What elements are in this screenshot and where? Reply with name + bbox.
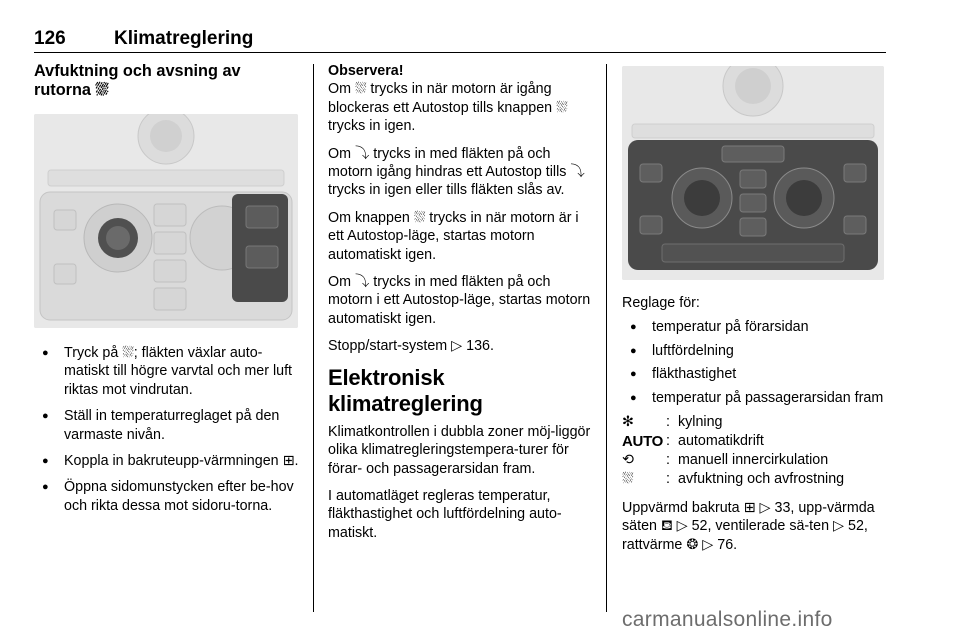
note-paragraph: Om knappen ⛆ trycks in när motorn är i ett Autostop-läge, startas motorn automatiskt igen. [328,209,579,263]
closing-paragraph: Uppvärmd bakruta ⊞ ▷ 33, upp-värmda säten ⛾ ▷ 52, ventilerade sä-ten ▷ 52, rattvärme ❂ ▷ 76. [622,500,875,553]
legend-desc: manuell innercirkulation [678,452,829,469]
auto-label: AUTO [622,433,664,451]
controls-list [622,318,886,407]
legend-colon: : [666,471,670,488]
legend-row [622,451,886,470]
note-paragraph: Om ⤵ trycks in med fläkten på och motorn igång hindras ett Autostop tills ⤵ trycks in igen eller tills fläkten slås av. [328,145,585,199]
legend-colon: : [666,452,670,469]
legend-desc: kylning [678,414,723,431]
legend-desc: automatikdrift [678,433,764,450]
defrost-icon: ⛆ [622,471,634,488]
climate-panel-image-1 [34,114,298,328]
body-paragraph: Klimatkontrollen i dubbla zoner möj-liggör olika klimatregleringstempera-turer för förar- och passagerarsidan fram. [328,423,591,477]
list-item: ● Tryck på ⛆; fläkten växlar auto-matiskt till högre varvtal och mer luft riktas mot vindrutan. [34,344,300,399]
list-item: ● fläkthastighet [622,365,886,383]
cooling-icon: ✻ [622,414,634,431]
climate-panel-illustration-2 [622,66,884,280]
chapter-title: Klimatreglering [114,28,254,49]
legend-row [622,413,886,432]
page-header [34,28,886,52]
body-paragraph: I automatläget regleras temperatur, fläkthastighet och luftfördelning auto-matiskt. [328,487,562,541]
list-item: ● Öppna sidomunstycken efter be-hov och rikta dessa mot sidoru-torna. [34,478,300,515]
climate-panel-illustration-1 [34,114,298,328]
page-number: 126 [34,28,66,49]
legend-colon: : [666,433,670,450]
note-title: Observera! [328,63,404,79]
climate-panel-image-2 [622,66,884,280]
column-3 [622,62,886,563]
column-1 [34,62,300,523]
symbol-legend [622,413,886,489]
list-item: ● temperatur på förarsidan [622,318,886,336]
list-item: ● luftfördelning [622,342,886,360]
legend-colon: : [666,414,670,431]
defrost-steps [34,344,300,515]
section-heading: Elektronisk klimatreglering [328,364,483,416]
defrost-heading: Avfuktning och avsning av rutorna ⛆ [34,62,241,99]
column-divider-2 [606,64,607,612]
controls-intro: Reglage för: [622,295,700,311]
note-paragraph: Om ⛆ trycks in när motorn är igång blockeras ett Autostop tills knappen ⛆ trycks in igen. [328,81,568,135]
column-2 [328,62,592,551]
list-item: ● Ställ in temperaturreglaget på den varmaste nivån. [34,407,300,444]
recirculation-icon: ⟲ [622,452,634,469]
column-divider-1 [313,64,314,612]
list-item: ● temperatur på passagerarsidan fram [622,389,886,407]
watermark: carmanualsonline.info [622,608,833,631]
legend-row [622,432,886,451]
legend-desc: avfuktning och avfrostning [678,471,845,488]
list-item: ● Koppla in bakruteupp-värmningen ⊞. [34,452,300,470]
legend-row [622,470,886,489]
header-rule [34,52,886,53]
stop-start-reference: Stopp/start-system ▷ 136. [328,338,494,355]
note-paragraph: Om ⤵ trycks in med fläkten på och motorn i ett Autostop-läge, startas motorn automatiskt igen. [328,274,591,327]
